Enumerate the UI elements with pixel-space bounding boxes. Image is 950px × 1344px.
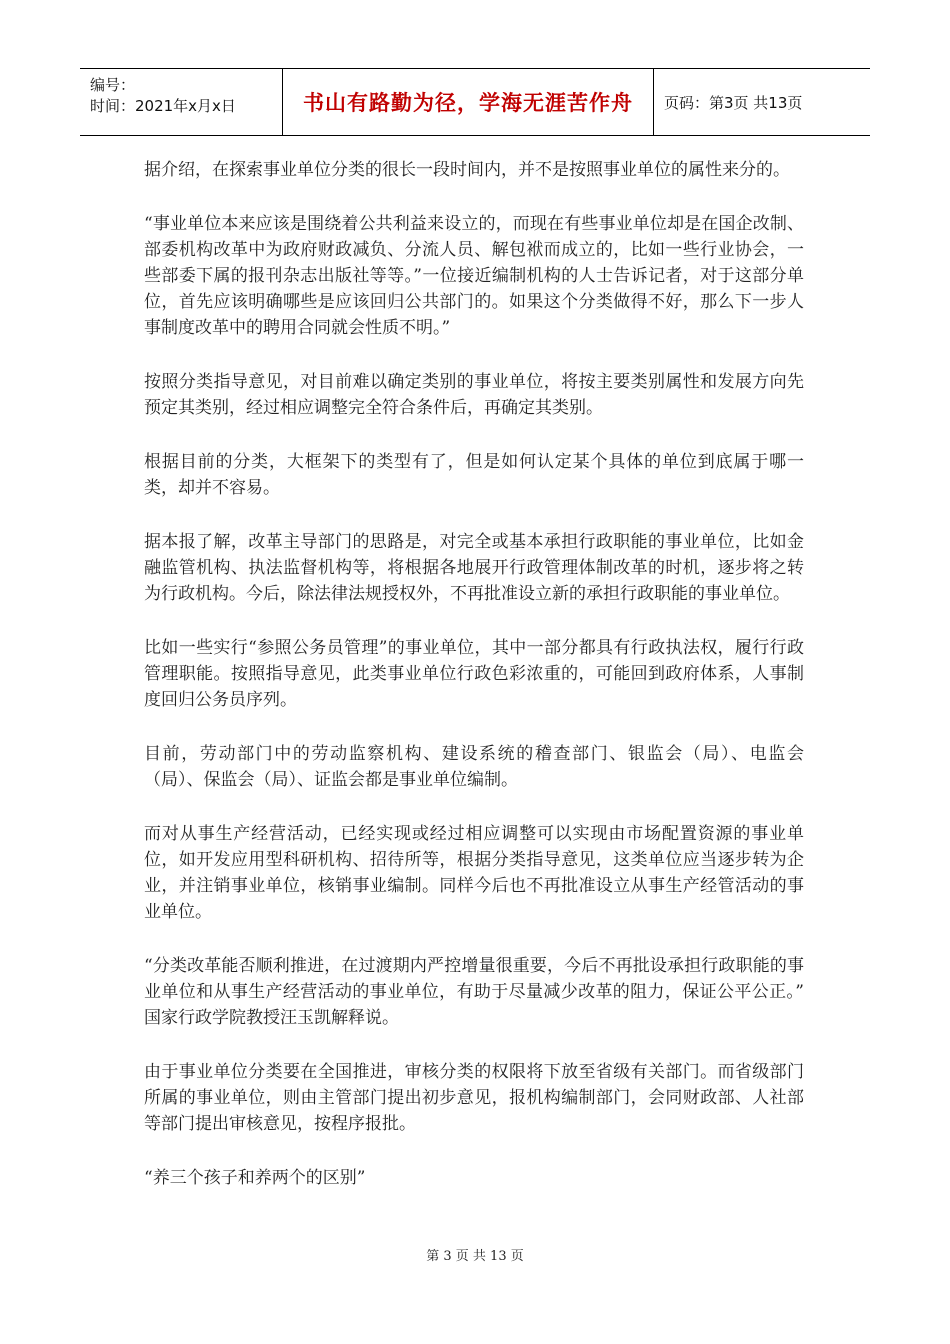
time-label: 时间：2021年x月x日 — [90, 97, 236, 115]
paragraph: “分类改革能否顺利推进，在过渡期内严控增量很重要，今后不再批设承担行政职能的事业单位和从事生产经营活动的事业单位，有助于尽量减少改革的阻力，保证公平公正。” 国家行政学院教授汪玉凯解释说。 — [144, 956, 804, 1028]
paragraph: 由于事业单位分类要在全国推进，审核分类的权限将下放至省级有关部门。而省级部门所属的事业单位，则由主管部门提出初步意见，报机构编制部门，会同财政部、人社部等部门提出审核意见，按程序报批。 — [144, 1062, 804, 1134]
paragraph: 而对从事生产经营活动，已经实现或经过相应调整可以实现由市场配置资源的事业单位，如开发应用型科研机构、招待所等，根据分类指导意见，这类单位应当逐步转为企业，并注销事业单位，核销事业编制。同样今后也不再批准设立从事生产经管活动的事业单位。 — [144, 824, 804, 922]
page-footer: 第 3 页 共 13 页 — [426, 1249, 524, 1264]
paragraph: 目前，劳动部门中的劳动监察机构、建设系统的稽查部门、银监会（局）、电监会（局）、保监会（局）、证监会都是事业单位编制。 — [144, 744, 804, 790]
header-page-info: 页码：第3页 共13页 — [664, 93, 803, 112]
document-header — [80, 68, 870, 136]
header-meta — [80, 69, 282, 135]
number-label: 编号： — [90, 76, 136, 94]
section-heading: “养三个孩子和养两个的区别” — [144, 1168, 366, 1188]
header-motto: 书山有路勤为径，学海无涯苦作舟 — [282, 69, 654, 135]
paragraph: 按照分类指导意见，对目前难以确定类别的事业单位，将按主要类别属性和发展方向先预定其类别，经过相应调整完全符合条件后，再确定其类别。 — [144, 372, 804, 418]
paragraph: 据介绍，在探索事业单位分类的很长一段时间内，并不是按照事业单位的属性来分的。 — [144, 160, 790, 180]
paragraph: 比如一些实行“参照公务员管理”的事业单位，其中一部分都具有行政执法权，履行行政管理职能。按照指导意见，此类事业单位行政色彩浓重的，可能回到政府体系，人事制度回归公务员序列。 — [144, 638, 804, 710]
paragraph: “事业单位本来应该是围绕着公共利益来设立的，而现在有些事业单位却是在国企改制、部委机构改革中为政府财政减负、分流人员、解包袱而成立的，比如一些行业协会，一些部委下属的报刊杂志出版社等等。”一位接近编制机构的人士告诉记者，对于这部分单位，首先应该明确哪些是应该回归公共部门的。如果这个分类做得不好，那么下一步人事制度改革中的聘用合同就会性质不明。” — [144, 214, 804, 338]
paragraph: 根据目前的分类，大框架下的类型有了，但是如何认定某个具体的单位到底属于哪一类，却并不容易。 — [144, 452, 804, 498]
paragraph: 据本报了解，改革主导部门的思路是，对完全或基本承担行政职能的事业单位，比如金融监管机构、执法监督机构等，将根据各地展开行政管理体制改革的时机，逐步将之转为行政机构。今后，除法律法规授权外，不再批准设立新的承担行政职能的事业单位。 — [144, 532, 804, 604]
document-body — [144, 157, 804, 1219]
